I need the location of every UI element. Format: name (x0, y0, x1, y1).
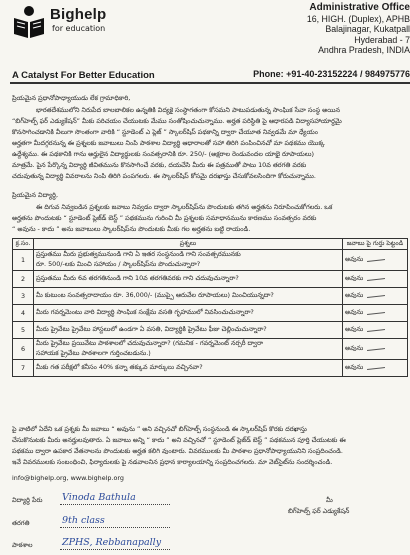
answer-yes[interactable]: అవును (345, 363, 364, 371)
closing-org: బిగ్‌హెల్ప్ ఫర్ ఎడ్యుకేషన్ (288, 507, 350, 515)
open-book-icon (12, 4, 46, 40)
questions-table (12, 238, 408, 377)
question-text: ప్రస్తుతము మీరు ప్రభుత్వమునుండి గాని ఏ ఇతర సంస్థనుండి గాని సంవత్సరమునకు (36, 250, 241, 258)
question-text: మీరు ప్రైవేటు ప్రయివేటు పాఠశాలలో చదువుచున్నారా? (గమనిక - గవర్నమెంట్ నర్సరీ ద్వారా (36, 339, 264, 347)
answer-cell[interactable] (343, 360, 408, 377)
paragraph-line: పై వాటిలో ఏదేని ఒక ప్రశ్నకు మీ జవాబు “ అవును ” అని వచ్చినచో బిగ్‌హెల్ప్ సంస్థనుండి ఈ స్కాలర్‌షిప్ కొరకు దరఖాస్తు (12, 425, 307, 433)
row-number: 2 (13, 271, 34, 288)
address-line: Hyderabad - 7 (354, 34, 410, 45)
closing-yours: మీ (326, 496, 333, 504)
table-row (13, 305, 408, 322)
question-cell (34, 339, 343, 360)
brand-name: Bighelp (50, 6, 107, 23)
header-divider (10, 82, 410, 84)
paragraph-line: అర్హతను పొందుటకు “ స్టూడెంట్ ప్లెజ్‌డ్ బెస్ట్ ” పథకమును గురించి మీ ప్రశ్నలకు సమాధానమును కారణము సంవత్సరం వరకు (12, 214, 317, 222)
paragraph-line: ఇవే వివరములకు సంబంధించి, ఫిర్యాదులకు పై నడవాలనిన ప్రధాన కార్యాలయాన్ని సంప్రదించగలరు. మా వెబ్‌సైట్‌ను సందర్శించండి. (12, 458, 333, 466)
handwritten-mark (367, 259, 385, 262)
handwritten-mark (367, 367, 385, 370)
paragraph-line: ఉద్దేశ్యము. ఈ పథకానికి గాను అర్హులైన విద్యార్థులకు సంవత్సరానికి రూ. 250/- (అక్షరాల రెండువందల యాభై రూపాయలు) (12, 150, 314, 158)
row-number: 5 (13, 322, 34, 339)
answer-cell[interactable] (343, 322, 408, 339)
handwritten-mark (367, 278, 385, 281)
phone-number: Phone: +91-40-23152224 / 984975776 (253, 69, 410, 79)
column-header: జవాబు పై గుర్తు పెట్టండి (343, 239, 408, 250)
row-number: 7 (13, 360, 34, 377)
column-header: ప్రశ్నలు (34, 239, 343, 250)
school-value[interactable]: ZPHS, Rebbanapally (62, 537, 162, 548)
question-cell (34, 250, 343, 271)
handwritten-mark (367, 312, 385, 315)
student-greeting: ప్రియమైన విద్యార్థి, (12, 191, 58, 199)
paragraph-line: పథకము ద్వారా ఉపకార వేతనాలను పొందుటకు అర్హత కలిగి వుంటారు. వివరములకు మీ పాఠశాల ప్రధానోపాధ్యాయునిని సంప్రదించండి. (12, 447, 343, 455)
paragraph-line: “ అవును - కాదు ” అను జవాబులు స్కాలర్‌షిప్‌ను పొందుటకు మీకు గల అర్హతను బట్టి రాయండి. (12, 225, 251, 233)
field-underline (60, 549, 170, 550)
paragraph-line: చదువుతున్న విద్యార్థి వివరాలను నింపి తిరిగి పంపగలరు. ఈ స్కాలర్‌షిప్ కోసమై దరఖాస్తు చేసుకోవలసిందిగా కోరుచున్నాము. (12, 172, 316, 180)
row-number: 6 (13, 339, 34, 360)
question-text: సహాయక ప్రైవేటు పాఠశాలగా గుర్తించబడును.) (36, 349, 151, 357)
school-row (12, 537, 162, 551)
answer-cell[interactable] (343, 288, 408, 305)
answer-yes[interactable]: అవును (345, 344, 364, 352)
salutation: ప్రియమైన ప్రధానోపాధ్యాయుడు లేక గ్రామాధికారి, (12, 94, 131, 102)
question-text: మీరు ప్రైవేటు ప్రైవేటు హాస్టలులో ఉండగా ఏ వసతి, విద్యార్థికి ప్రైవేటు ఫీజు చెల్లించుచున్నారా? (34, 322, 343, 339)
paragraph-line: చేసుకొనుటకు మీరు అనర్హులవుతారు. ఏ జవాబు అన్ని “ కాదు ” అని వచ్చినచో “ స్టూడెంట్ ప్లెజ్‌డ్ బెస్ట్ ” పథకమున పూర్తి చేయుటకు ఈ (12, 436, 346, 444)
field-underline (60, 504, 170, 505)
tagline: A Catalyst For Better Education (12, 70, 155, 81)
answer-yes[interactable]: అవును (345, 274, 364, 282)
table-header-row (13, 239, 408, 250)
field-label: విద్యార్థి పేరు (12, 496, 43, 504)
paragraph-line: అర్హతగా మీదగ్గరనున్న ఈ ప్రశ్నలకు జవాబులు నింపి పాఠశాల విద్యార్థి ఆధారాలతో సహా తిరిగి పంపించినచో మా పథకము యొక్క (12, 139, 325, 147)
answer-cell[interactable] (343, 271, 408, 288)
answer-yes[interactable]: అవును (345, 291, 364, 299)
paragraph-line: “బిగ్‌హెల్ప్ ఫర్ ఎడ్యుకేషన్” మీకు పరిచయం చేయుటకు మేము సంతోషించుచున్నాము. అర్హత పరిస్థితి పై ఆధారపడి విద్యాసహాయార్థమై (12, 117, 342, 125)
answer-cell[interactable] (343, 305, 408, 322)
table-row (13, 250, 408, 271)
table-row (13, 288, 408, 305)
office-address (265, 3, 410, 56)
student-name-row (12, 492, 136, 506)
paragraph-line: కొనసాగించడానికి వీలుగా సొంతంగా వారికి “ స్టూడెంట్ ఎ ప్లెజ్ ” స్కాలర్‌షిప్ పథకాన్ని ద్వారా చేయూత నివ్వడమే మా ధ్యేయం (12, 128, 318, 136)
row-number: 4 (13, 305, 34, 322)
table-row (13, 339, 408, 360)
brand-sub: for education (52, 24, 106, 33)
class-value[interactable]: 9th class (62, 515, 105, 526)
column-header: క్ర.సం. (13, 239, 34, 250)
answer-yes[interactable]: అవును (345, 325, 364, 333)
question-text: మీ కుటుంబ సంవత్సరాదాయం రూ. 36,000/- (ముప్పై ఆరువేల రూపాయలు) మించియున్నదా? (34, 288, 343, 305)
question-text: మీకు గత పరీక్షలో కనీసం 40% కన్నా తక్కువ మార్కులు వచ్చినవా? (34, 360, 343, 377)
row-number: 1 (13, 250, 34, 271)
bighelp-logo (12, 4, 162, 48)
student-name-value[interactable]: Vinoda Bathula (62, 492, 136, 503)
address-line: Balajinagar, Kukatpall (325, 24, 410, 35)
address-line: 16, HIGH. (Duplex), APHB (306, 13, 410, 24)
paragraph-line: ఈ దిగువ నివ్వబడిన ప్రశ్నలకు జవాబు నివ్వడం ద్వారా స్కాలర్‌షిప్‌ను పొందుటకు తగిన అర్హతను నిరూపించుకోగలరు. ఒక (36, 203, 333, 211)
question-text: మీరు గవర్నమెంటు వారి విద్యార్థి సాంఘిక సంక్షేమ వసతి గృహములో నివసించుచున్నారా? (34, 305, 343, 322)
answer-cell[interactable] (343, 250, 408, 271)
address-line: Andhra Pradesh, INDIA (318, 45, 410, 56)
row-number: 3 (13, 288, 34, 305)
question-text: రూ. 500/-లకు మించి సహాయం / స్కాలర్‌షిప్‌ను పొందుచున్నారా? (36, 260, 201, 268)
paragraph-line: మాత్రమే. పైన పేర్కొన్న విద్యార్థి జీవితమును కొనసాగించే వరకు, దయచేసి మీరు ఈ పత్రముతో పాటు 10వ తరగతి వరకు (12, 161, 307, 169)
handwritten-mark (367, 295, 385, 298)
answer-yes[interactable]: అవును (345, 255, 364, 263)
field-label: పాఠశాల (12, 541, 33, 549)
office-title: Administrative Office (309, 2, 410, 13)
table-row (13, 322, 408, 339)
handwritten-mark (367, 329, 385, 332)
table-row (13, 271, 408, 288)
class-row (12, 515, 105, 529)
handwritten-mark (367, 348, 385, 351)
answer-yes[interactable]: అవును (345, 308, 364, 316)
contact-email: info@bighelp.org, www.bighelp.org (12, 474, 124, 482)
field-underline (60, 527, 170, 528)
question-text: ప్రస్తుతము మీరు 6వ తరగతినుండి గాని 10వ తరగతివరకు గాని చదువుచున్నారా? (34, 271, 343, 288)
table-row (13, 360, 408, 377)
paragraph-line: భారతదేశములోని నిరుపేద బాలబాలికల ఉన్నతికి విద్యకై సంస్థాగతంగా కోసమని పాటుపడుతున్న సాంఘిక సేవా సంస్థ అయిన (36, 106, 340, 114)
field-label: తరగతి (12, 519, 30, 527)
answer-cell[interactable] (343, 339, 408, 360)
